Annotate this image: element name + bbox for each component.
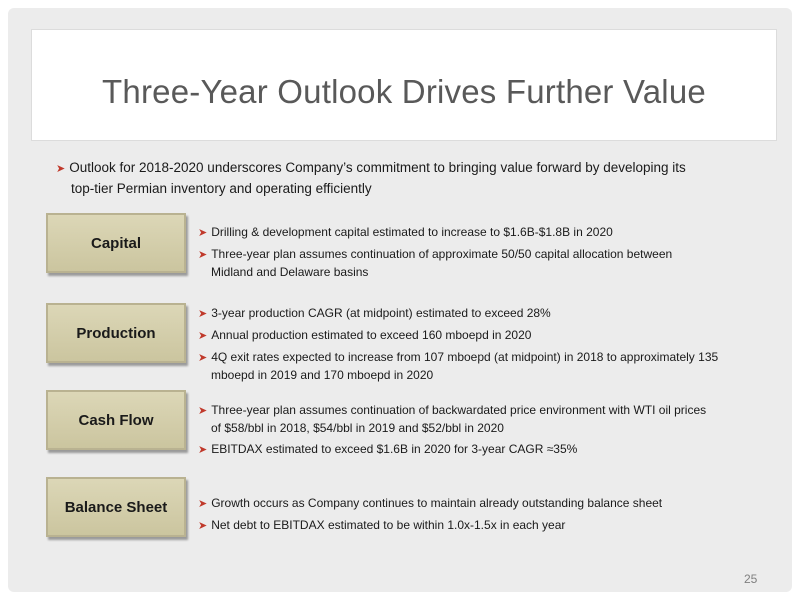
slide <box>8 8 792 592</box>
arrow-bullet-icon: ➤ <box>198 444 208 456</box>
list-item <box>198 327 768 345</box>
point-text-cont: mboepd in 2019 and 170 mboepd in 2020 <box>211 368 434 382</box>
slide-title: Three-Year Outlook Drives Further Value <box>102 73 706 110</box>
arrow-bullet-icon: ➤ <box>198 308 208 320</box>
point-text: 4Q exit rates expected to increase from 107 mboepd (at midpoint) in 2018 to approximately 135 <box>211 350 719 364</box>
intro-line-1: Outlook for 2018-2020 underscores Company’s commitment to bringing value forward by developing its <box>69 160 686 175</box>
title-box <box>32 30 776 140</box>
arrow-bullet-icon: ➤ <box>198 405 208 417</box>
list-item <box>198 517 768 535</box>
intro-line-2: top-tier Permian inventory and operating efficiently <box>71 181 372 196</box>
arrow-bullet-icon: ➤ <box>198 227 208 239</box>
point-text-cont: of $58/bbl in 2018, $54/bbl in 2019 and $52/bbl in 2020 <box>211 421 504 435</box>
capital-points <box>198 224 768 285</box>
point-text: EBITDAX estimated to exceed $1.6B in 2020 for 3-year CAGR ≈35% <box>211 442 578 456</box>
arrow-bullet-icon: ➤ <box>198 330 208 342</box>
arrow-bullet-icon: ➤ <box>198 498 208 510</box>
list-item <box>198 246 768 281</box>
list-item <box>198 495 768 513</box>
cash-flow-points <box>198 402 768 463</box>
arrow-bullet-icon: ➤ <box>198 520 208 532</box>
point-text: 3-year production CAGR (at midpoint) estimated to exceed 28% <box>211 306 551 320</box>
category-capital: Capital <box>46 213 186 273</box>
balance-sheet-points <box>198 495 768 539</box>
point-text: Growth occurs as Company continues to maintain already outstanding balance sheet <box>211 496 663 510</box>
list-item <box>198 402 768 437</box>
point-text: Drilling & development capital estimated to increase to $1.6B-$1.8B in 2020 <box>211 225 613 239</box>
page-number: 25 <box>744 572 758 586</box>
list-item <box>198 305 768 323</box>
point-text: Three-year plan assumes continuation of approximate 50/50 capital allocation between <box>211 247 673 261</box>
intro-bullet <box>56 158 756 198</box>
category-balance-sheet: Balance Sheet <box>46 477 186 537</box>
point-text: Annual production estimated to exceed 160 mboepd in 2020 <box>211 328 532 342</box>
arrow-bullet-icon: ➤ <box>198 249 208 261</box>
list-item <box>198 441 768 459</box>
list-item <box>198 349 768 384</box>
arrow-bullet-icon: ➤ <box>198 352 208 364</box>
point-text: Net debt to EBITDAX estimated to be within 1.0x-1.5x in each year <box>211 518 566 532</box>
arrow-bullet-icon: ➤ <box>56 163 66 175</box>
production-points <box>198 305 768 388</box>
category-production: Production <box>46 303 186 363</box>
list-item <box>198 224 768 242</box>
point-text: Three-year plan assumes continuation of backwardated price environment with WTI oil prices <box>211 403 707 417</box>
category-cash-flow: Cash Flow <box>46 390 186 450</box>
point-text-cont: Midland and Delaware basins <box>211 265 369 279</box>
